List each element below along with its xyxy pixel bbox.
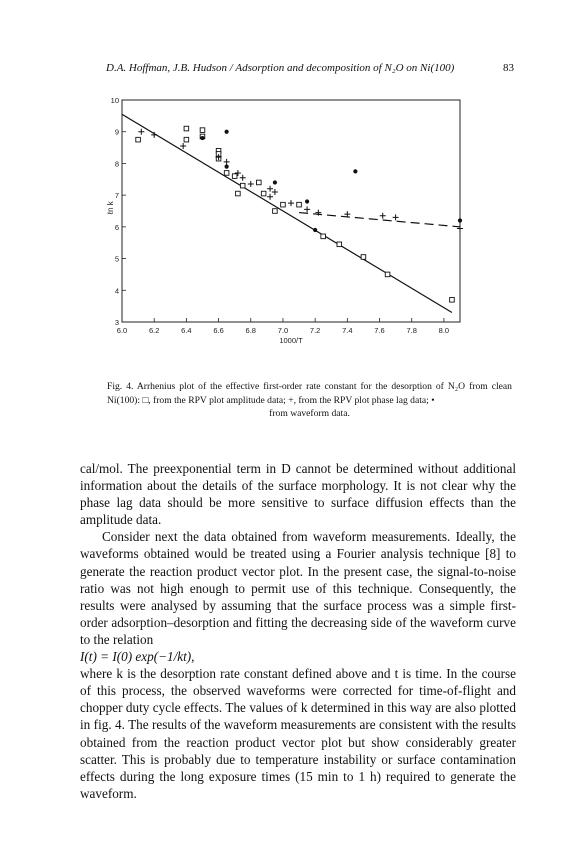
phase-lag-point bbox=[180, 143, 186, 149]
y-tick-label: 4 bbox=[114, 286, 119, 296]
amplitude-point bbox=[321, 234, 326, 239]
running-title: D.A. Hoffman, J.B. Hudson / Adsorption and decomposition of N₂O on Ni(100) bbox=[106, 62, 455, 74]
paragraph-2: Consider next the data obtained from waveform measurements. Ideally, the waveforms obtained would be treated using a Fourier analysis technique [8] to generate the reaction product vector plot. In the present case, the signal-to-noise ratio was not high enough to permit use of this technique. Consequently, the results were analysed by assuming that the surface process was a simple first-order adsorption–desorption and fitting the decreasing side of the waveform curve to the relation bbox=[80, 529, 516, 647]
amplitude-point bbox=[232, 174, 237, 179]
y-tick-label: 6 bbox=[114, 222, 119, 232]
waveform-point bbox=[458, 218, 462, 222]
y-tick-label: 5 bbox=[114, 254, 119, 264]
paragraph-1: cal/mol. The preexponential term in D cannot be determined without additional information about the details of the surface morphology. It is not clear why the phase lag data should be more sensitive to surface diffusion effects than the amplitude data. bbox=[80, 461, 516, 528]
fit-line-solid bbox=[122, 114, 452, 312]
caption-line-1: Fig. 4. Arrhenius plot of the effective first-order rate constant for the desorption of N₂O from bbox=[107, 381, 488, 392]
amplitude-point bbox=[281, 202, 286, 207]
x-tick-label: 7.8 bbox=[406, 326, 417, 335]
waveform-point bbox=[273, 180, 277, 184]
arrhenius-plot bbox=[108, 95, 468, 350]
x-tick-label: 6.8 bbox=[245, 326, 256, 335]
phase-lag-point bbox=[267, 194, 273, 200]
amplitude-point bbox=[361, 255, 366, 260]
amplitude-point bbox=[261, 191, 266, 196]
amplitude-point bbox=[273, 209, 278, 214]
page-number: 83 bbox=[503, 62, 514, 74]
phase-lag-point bbox=[138, 129, 144, 135]
phase-lag-point bbox=[248, 181, 254, 187]
amplitude-point bbox=[297, 202, 302, 207]
x-tick-label: 7.2 bbox=[309, 326, 321, 335]
phase-lag-point bbox=[393, 214, 399, 220]
amplitude-point bbox=[200, 128, 205, 133]
amplitude-point bbox=[184, 126, 189, 131]
y-tick-label: 3 bbox=[114, 318, 119, 327]
amplitude-point bbox=[337, 242, 342, 247]
y-tick-label: 10 bbox=[110, 96, 119, 105]
x-tick-label: 6.6 bbox=[213, 326, 224, 335]
y-axis-label: ℓn k bbox=[106, 201, 115, 215]
paragraph-3: where k is the desorption rate constant defined above and t is time. In the course of this process, the observed waveforms were corrected for time-of-flight and chopper duty cycle effects. The values of k determined in this way are also plotted in fig. 4. The results of the waveform measurements are consistent with the results obtained from the reaction product vector plot but show considerably greater scatter. This is probably due to temperature instability or surface contamination effects during the long exposure times (15 min to 1 h) required to generate the waveform. bbox=[80, 666, 516, 801]
x-tick-label: 6.0 bbox=[116, 326, 128, 335]
amplitude-point bbox=[257, 180, 262, 185]
phase-lag-point bbox=[380, 213, 386, 219]
phase-lag-point bbox=[272, 189, 278, 195]
figure-caption bbox=[107, 380, 512, 421]
amplitude-point bbox=[236, 191, 241, 196]
caption-line-3: from waveform data. bbox=[269, 408, 350, 419]
amplitude-point bbox=[136, 137, 141, 142]
x-tick-label: 6.4 bbox=[181, 326, 192, 335]
phase-lag-point bbox=[240, 175, 246, 181]
x-tick-label: 6.2 bbox=[148, 326, 160, 335]
phase-lag-point bbox=[267, 186, 273, 192]
x-tick-label: 8.0 bbox=[438, 326, 450, 335]
phase-lag-point bbox=[288, 200, 294, 206]
waveform-point bbox=[353, 169, 357, 173]
amplitude-point bbox=[450, 298, 455, 303]
waveform-point bbox=[225, 130, 229, 134]
waveform-point bbox=[200, 136, 204, 140]
waveform-point bbox=[225, 165, 229, 169]
x-axis-label: 1000/T bbox=[279, 336, 303, 345]
amplitude-point bbox=[240, 183, 245, 188]
running-header bbox=[106, 62, 514, 74]
y-tick-label: 8 bbox=[114, 159, 119, 169]
fit-line-dashed bbox=[299, 213, 460, 227]
amplitude-point bbox=[224, 171, 229, 176]
x-tick-label: 7.6 bbox=[374, 326, 385, 335]
waveform-point bbox=[313, 228, 317, 232]
y-tick-label: 9 bbox=[114, 127, 119, 137]
equation: I(t) = I(0) exp(−1/kt), bbox=[80, 649, 195, 665]
x-tick-label: 7.0 bbox=[277, 326, 289, 335]
phase-lag-point bbox=[224, 159, 230, 165]
plot-frame bbox=[122, 100, 460, 322]
phase-lag-point bbox=[304, 206, 310, 212]
x-tick-label: 7.4 bbox=[342, 326, 353, 335]
amplitude-point bbox=[184, 137, 189, 142]
body-text bbox=[80, 460, 516, 802]
waveform-point bbox=[305, 199, 309, 203]
amplitude-point bbox=[385, 272, 390, 277]
y-tick-label: 7 bbox=[114, 191, 119, 201]
caption-line-2: clean Ni(100): □, from the RPV plot amplitude data; +, from the RPV plot phase lag data; • bbox=[107, 381, 512, 406]
